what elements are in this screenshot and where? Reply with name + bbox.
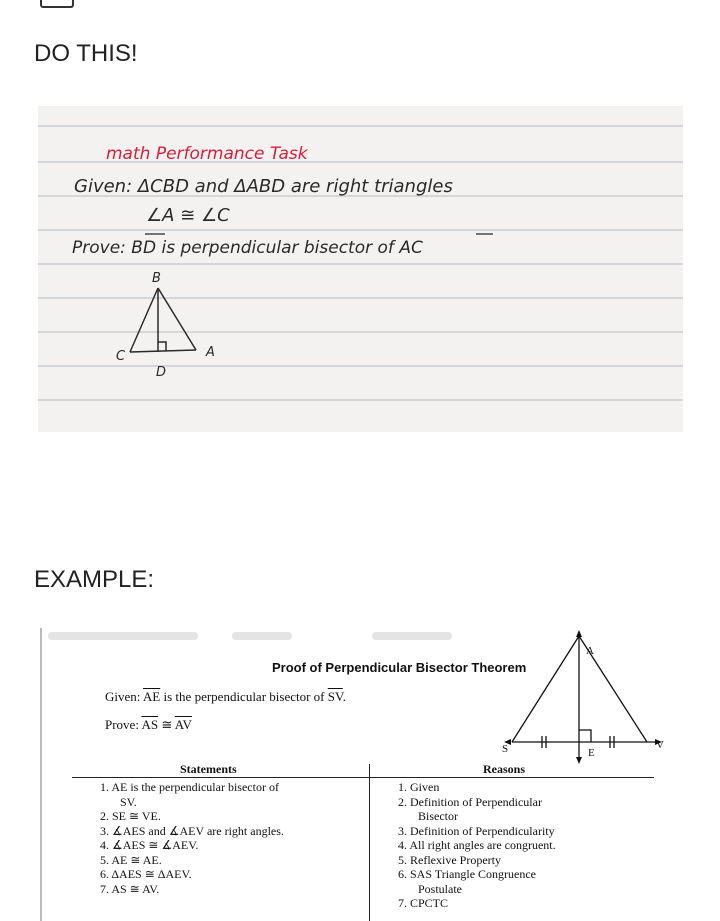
statements-header: Statements: [180, 762, 237, 776]
reason-row: 5. Reflexive Property: [398, 852, 501, 867]
table-column-divider: [369, 764, 370, 921]
label-d: D: [156, 365, 167, 380]
reason-row: 3. Definition of Perpendicularity: [398, 823, 555, 838]
given-line-2: ∠A ≅ ∠C: [146, 205, 230, 226]
reason-row: Bisector: [418, 809, 458, 823]
statement-row: 2. SE ≅ VE.: [100, 809, 161, 823]
given-statement: Given: $\overline{AE}$ is the perpendicular bisector of $\overline{SV}$.: [105, 689, 346, 704]
statement-row: 4. ∡AES ≅ ∡AEV.: [100, 838, 199, 852]
reason-row: 7. CPCTC: [398, 896, 449, 910]
example-proof-image: [40, 628, 682, 921]
reasons-header: Reasons: [483, 762, 526, 776]
example-heading: EXAMPLE:: [34, 566, 155, 593]
reason-row: 2. Definition of Perpendicular: [398, 794, 542, 809]
statement-row: SV.: [120, 794, 137, 809]
triangle-diagram: [42, 628, 682, 788]
diagram-label-v: V: [656, 739, 664, 751]
bookmark-icon: [40, 0, 74, 8]
statement-row: 1. AE is the perpendicular bisector of: [100, 780, 279, 794]
diagram-label-e: E: [588, 747, 595, 759]
segment-ac: AC: [399, 238, 423, 258]
reason-row: 6. SAS Triangle Congruence: [398, 867, 536, 881]
task-title: math Performance Task: [106, 144, 308, 164]
statement-row: 5. AE ≅ AE.: [100, 852, 162, 867]
label-c: C: [116, 349, 126, 364]
top-bar: [0, 0, 720, 14]
label-a: A: [206, 345, 215, 360]
statement-row: 6. ΔAES ≅ ΔAEV.: [100, 867, 192, 881]
prove-line: Prove: BD is perpendicular bisector of AC: [72, 238, 423, 258]
diagram-label-s: S: [502, 743, 509, 755]
statement-row: 7. AS ≅ AV.: [100, 881, 160, 896]
reason-row: Postulate: [418, 881, 462, 896]
table-header-divider: [72, 777, 654, 778]
given-line-1: Given: ΔCBD and ΔABD are right triangles: [74, 176, 453, 197]
statements-list: [100, 780, 284, 896]
notebook-page: [38, 106, 683, 432]
statement-row: 3. ∡AES and ∡AEV are right angles.: [100, 823, 284, 838]
proof-title: Proof of Perpendicular Bisector Theorem: [272, 660, 527, 675]
diagram-label-a: A: [586, 645, 594, 657]
segment-bd: BD: [131, 238, 157, 258]
reason-row: 1. Given: [398, 780, 440, 794]
prove-statement: Prove: $\overline{AS}$ ≅ $\overline{AV}$: [105, 717, 192, 732]
reason-row: 4. All right angles are congruent.: [398, 838, 556, 852]
do-this-heading: DO THIS!: [34, 40, 138, 67]
reasons-list: [398, 780, 556, 911]
notebook-photo: [38, 106, 683, 432]
label-b: B: [152, 271, 161, 286]
